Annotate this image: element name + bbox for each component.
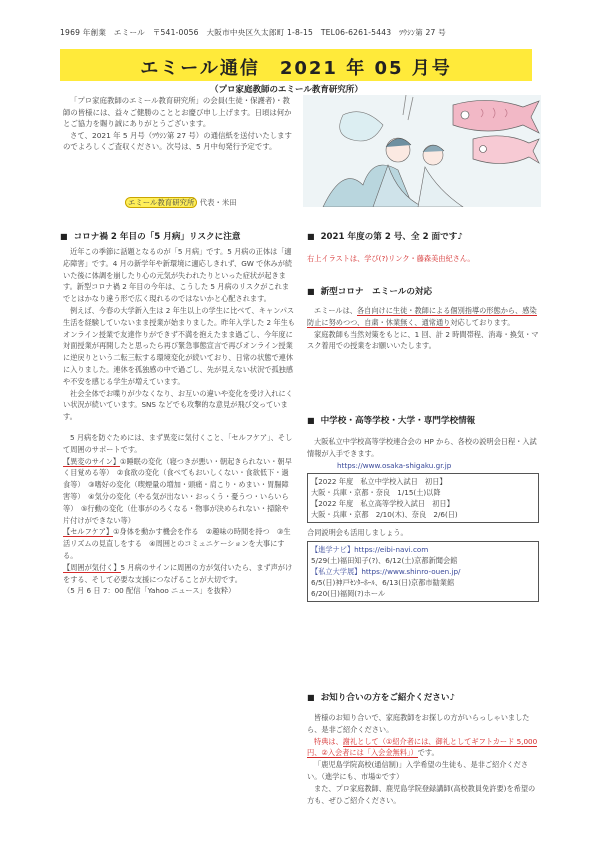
article-paragraph-3: 社会全体でお喋りが少なくなり、お互いの違いや変化を受け入れにくい状況が続いています。SNS などでも攻撃的な意見が飛び交っています。 [63,388,293,422]
corona-paragraph-2: 家庭教師も当然対策をもとに、1 回、計 2 時間帯程、消毒・換気・マスク着用での授業をお願いいたします。 [307,329,539,351]
shiritsu-daigakuten-link[interactable]: 【私立大学展】https://www.shinro-ouen.jp/ [311,567,461,577]
fair-note: 合同説明会も活用しましょう。 [307,528,408,538]
greeting-paragraph-1: 「プロ家庭教師のエミール教育研究所」の会員(生徒・保護者)・教師の皆様には、益々ご健勝のこととお慶び申し上げます。日頃は何かとご協力を賜り誠にありがとうございます。 [63,96,292,129]
square-bullet-icon: ■ [307,416,315,425]
greeting-paragraph-2: さて、2021 年 5 月号（ﾂｳｼﾝ第 27 号）の通信紙を送付いたしますのでよろしくご査収ください。次号は、5 月中旬発行予定です。 [63,130,292,152]
title-banner [60,49,532,81]
signature-name: 代表・米田 [199,198,237,207]
newsletter-title: エミール通信 2021 年 05 月号 [140,58,452,79]
koinobori-illustration [303,95,541,207]
right-heading-corona: ■ 新型コロナ エミールの対応 [307,287,433,297]
square-bullet-icon: ■ [307,287,315,296]
left-article [63,246,295,597]
shingaku-navi-link[interactable]: 【進学ナビ】https://eibi-navi.com [311,545,429,555]
signature-org: エミール教育研究所 [125,197,197,208]
osaka-assoc-note: 大阪私立中学校高等学校連合会の HP から、各校の説明会日程・入試情報が入手できます。 [307,437,537,458]
left-section-heading: ■ コロナ禍 2 年目の「5 月病」リスクに注意 [60,232,241,242]
referral-paragraph-2: 「鹿児島学院高校(通信制)」入学希望の生徒も、是非ご紹介ください。（進学にも、市場①です） [307,760,529,781]
newsletter-subtitle: （プロ家庭教師のエミール教育研究所） [210,85,363,95]
fair-info-box: 【進学ナビ】https://eibi-navi.com 5/29(土)福田知子(?)、6/12(土)京都新聞会館 【私立大学展】https://www.shinro-ouen.jp/ 6/5(日)神戸ｾﾝﾀｰﾎｰﾙ、6/13(日)京都市勧業館 6/20(日)福岡(?)ホール [307,541,539,602]
square-bullet-icon: ■ [307,232,315,241]
osaka-url[interactable]: https://www.osaka-shigaku.gr.jp [337,460,452,470]
corona-paragraph-1: エミールは、各自向けに生徒・教師による個別指導の形態から、感染防止に努めつつ、自粛・休業無く、通常通り対応しております。 [307,306,537,327]
illustration-credit: 右上イラストは、学び(?)リンク・藤森美由紀さん。 [307,254,475,263]
square-bullet-icon: ■ [307,693,315,702]
article-paragraph-4: 5 月病を防ぐためには、まず異変に気付くこと、「セルフケア」、そして周囲のサポートです。 [63,432,293,454]
selfcare-list: 【セルフケア】①身体を動かす機会を作る ②趣味の時間を持つ ③生活リズムの見直しをする ④周囲とのコミュニケーションを大事にする。 [63,527,291,560]
article-source: （5 月 6 日 7：00 配信「Yahoo ニュース」を抜粋） [63,586,236,596]
right-heading-schools: ■ 中学校・高等学校・大学・専門学校情報 [307,416,476,426]
masthead-info: 1969 年創業 エミール 〒541-0056 大阪市中央区久太郎町 1-8-15 TEL06-6261-5443 ﾂｳｼﾝ第 27 号 [60,28,446,37]
article-paragraph-1: 近年この季節に話題となるのが「5 月病」です。5 月病の正体は「適応障害」です。4 月の新学年や新環境に適応しきれず、GW で休みが続いた後に体調を崩したり心の元気が失われたりといった症状が起きます。新型コロナ禍 2 年目の今年は、こうした 5 月病のリスクがこれまでとはかなり違う形で広く現れるのではないかと心配されます。 [63,247,293,304]
referral-offer: 特典は、謝礼として（①紹介者には、御礼としてギフトカード 5,000 円、②入会者には「入会金無料」）です。 [307,736,538,758]
article-paragraph-2: 例えば、今春の大学新入生は 2 年生以上の学生に比べて、キャンパス生活を経験していないまま授業が始まりました。昨年入学した 2 年生もオンライン授業で友達作りができず不満を抱えたまま過ごし、今年度に対面授業が再開したと思ったら再び緊急事態宣言で再びオンライン授業に逆戻りという二転三転する環境変化が続いており、日常の状態で連休に入りました。連休を孤独感の中で過ごし、先が見えない状況で孤独感や不安を感じる学生が増えています。 [63,305,295,386]
referral-paragraph-3: また、プロ家庭教師、鹿児島学院登録講師(高校教員免許要)を希望の方も、ぜひご紹介ください。 [307,783,536,805]
greeting [63,95,295,153]
corona-notice [307,305,539,352]
referral-paragraph-1: 皆様のお知り合いで、家庭教師をお探しの方がいらっしゃいましたら、是非ご紹介ください。 [307,713,530,734]
signature [125,197,237,208]
right-heading-referral: ■ お知り合いの方をご紹介ください♪ [307,693,455,703]
surround-note: 【周囲が気付く】5 月病のサインに周囲の方が気付いたら、まず声がけをする、そして必要な支援につなげることが大切です。 [63,562,293,584]
square-bullet-icon: ■ [60,232,68,241]
schools-info [307,436,539,602]
referral-info [307,712,539,806]
right-heading-issue: ■ 2021 年度の第 2 号、全 2 面です♪ [307,232,463,242]
exam-dates-box: 【2022 年度 私立中学校入試日 初日】 大阪・兵庫・京都・奈良 1/15(土)以降 【2022 年度 私立高等学校入試日 初日】 大阪・兵庫・京都 2/10(木)、奈良 2/6(日) [307,473,539,523]
sign-list: 【異変のサイン】①睡眠の変化（寝つきが悪い・朝起きられない・朝早く目覚める等） ②食欲の変化（食べてもおいしくない・食欲低下・過食等） ③嗜好の変化（喫煙量の増加・頭痛・肩こり・めまい・胃腸障害等） ④気分の変化（やる気が出ない・おっくう・憂うつ・いらいら等） ⑤行動の変化（仕事がのろくなる・物事が決められない・掃除や片付けができない等） [63,456,292,525]
